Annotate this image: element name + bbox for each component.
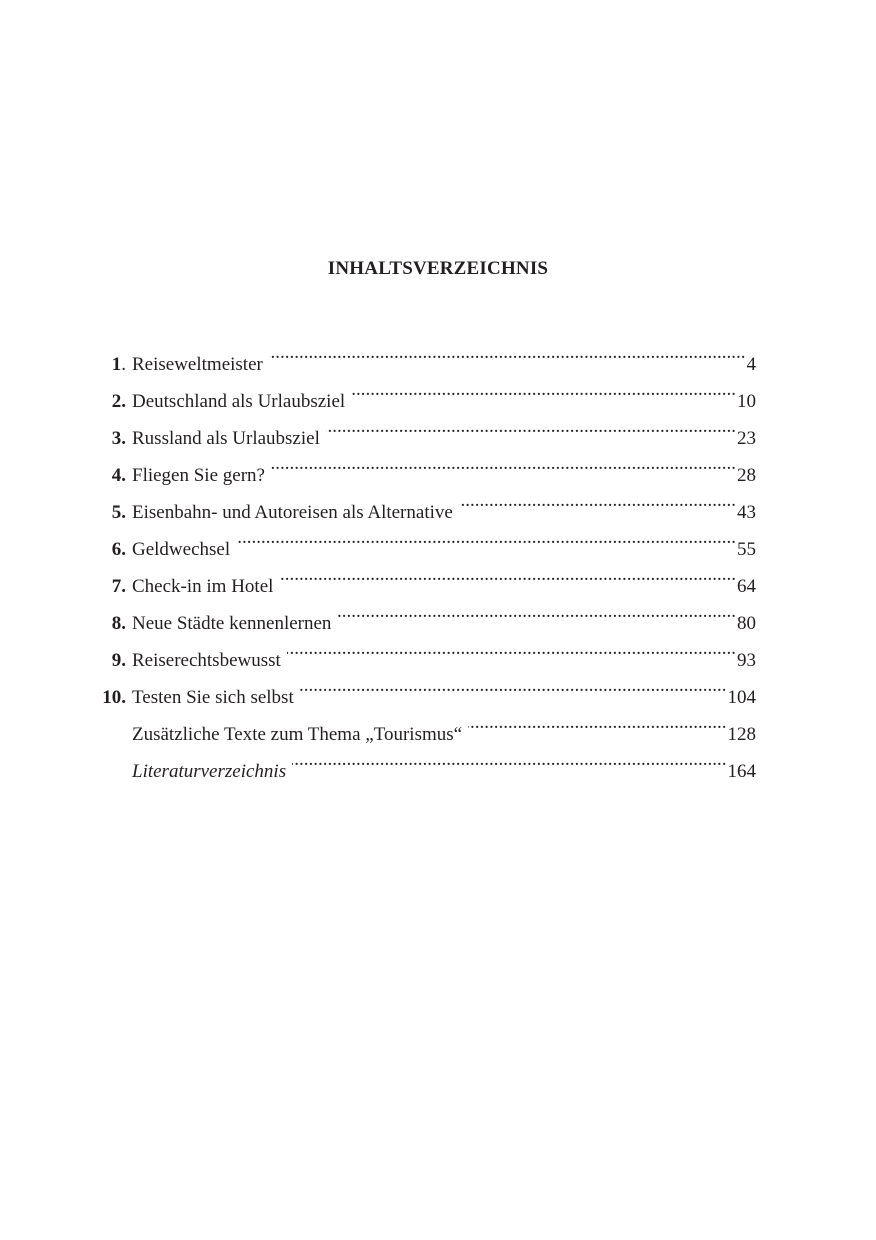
toc-entry-number: 3. bbox=[111, 428, 126, 449]
toc-entry[interactable] bbox=[92, 636, 756, 673]
dot-leader bbox=[337, 599, 736, 629]
toc-entry-page: 43 bbox=[737, 502, 756, 523]
dot-leader bbox=[271, 451, 736, 481]
toc-entry-title: Deutschland als Urlaubsziel bbox=[132, 391, 346, 412]
dot-leader bbox=[279, 562, 736, 592]
dot-leader bbox=[351, 377, 736, 407]
toc-entry-title: Zusätzliche Texte zum Thema „Tourismus“ bbox=[132, 724, 463, 745]
table-of-contents bbox=[92, 340, 756, 784]
toc-entry-number: 4. bbox=[111, 465, 126, 486]
toc-entry-title: Fliegen Sie gern? bbox=[132, 465, 265, 486]
toc-entry-title: Russland als Urlaubsziel bbox=[132, 428, 320, 449]
dot-leader bbox=[326, 414, 736, 444]
toc-entry[interactable] bbox=[92, 747, 756, 784]
toc-entry-number: 2. bbox=[111, 391, 126, 412]
toc-entry-page: 64 bbox=[737, 576, 756, 597]
toc-entry-title: Reiseweltmeister bbox=[132, 354, 263, 375]
toc-entry-page: 4 bbox=[746, 354, 756, 375]
toc-entry-number: 6. bbox=[111, 539, 126, 560]
toc-entry[interactable] bbox=[92, 340, 756, 377]
toc-entry[interactable] bbox=[92, 710, 756, 747]
toc-entry-page: 164 bbox=[727, 761, 756, 782]
toc-entry-number: 9. bbox=[111, 650, 126, 671]
dot-leader bbox=[468, 710, 726, 740]
toc-entry-number: 10. bbox=[102, 687, 126, 708]
dot-leader bbox=[269, 340, 746, 370]
dot-leader bbox=[292, 747, 726, 777]
dot-leader bbox=[287, 636, 736, 666]
toc-entry-page: 128 bbox=[727, 724, 756, 745]
toc-entry-page: 28 bbox=[737, 465, 756, 486]
toc-entry-number: 1. bbox=[111, 354, 126, 375]
toc-entry[interactable] bbox=[92, 377, 756, 414]
toc-entry-title: Geldwechsel bbox=[132, 539, 231, 560]
toc-entry[interactable] bbox=[92, 488, 756, 525]
toc-entry-title: Neue Städte kennenlernen bbox=[132, 613, 332, 634]
toc-entry-title: Eisenbahn- und Autoreisen als Alternative bbox=[132, 502, 453, 523]
toc-entry[interactable] bbox=[92, 414, 756, 451]
toc-entry-page: 104 bbox=[727, 687, 756, 708]
page-title: INHALTSVERZEICHNIS bbox=[327, 258, 549, 279]
toc-entry-title: Testen Sie sich selbst bbox=[132, 687, 294, 708]
toc-entry[interactable] bbox=[92, 451, 756, 488]
toc-entry-number: 8. bbox=[111, 613, 126, 634]
toc-entry-page: 55 bbox=[737, 539, 756, 560]
dot-leader bbox=[459, 488, 736, 518]
dot-leader bbox=[300, 673, 727, 703]
toc-entry[interactable] bbox=[92, 673, 756, 710]
toc-entry-page: 93 bbox=[737, 650, 756, 671]
toc-entry[interactable] bbox=[92, 599, 756, 636]
toc-entry-page: 23 bbox=[737, 428, 756, 449]
toc-entry[interactable] bbox=[92, 562, 756, 599]
toc-entry-title: Literaturverzeichnis bbox=[132, 761, 287, 782]
toc-entry-page: 10 bbox=[737, 391, 756, 412]
toc-entry-number: 5. bbox=[111, 502, 126, 523]
toc-entry-page: 80 bbox=[737, 613, 756, 634]
toc-entry-title: Check-in im Hotel bbox=[132, 576, 274, 597]
toc-entry-number: 7. bbox=[111, 576, 126, 597]
toc-entry-title: Reiserechtsbewusst bbox=[132, 650, 281, 671]
dot-leader bbox=[236, 525, 736, 555]
toc-entry[interactable] bbox=[92, 525, 756, 562]
